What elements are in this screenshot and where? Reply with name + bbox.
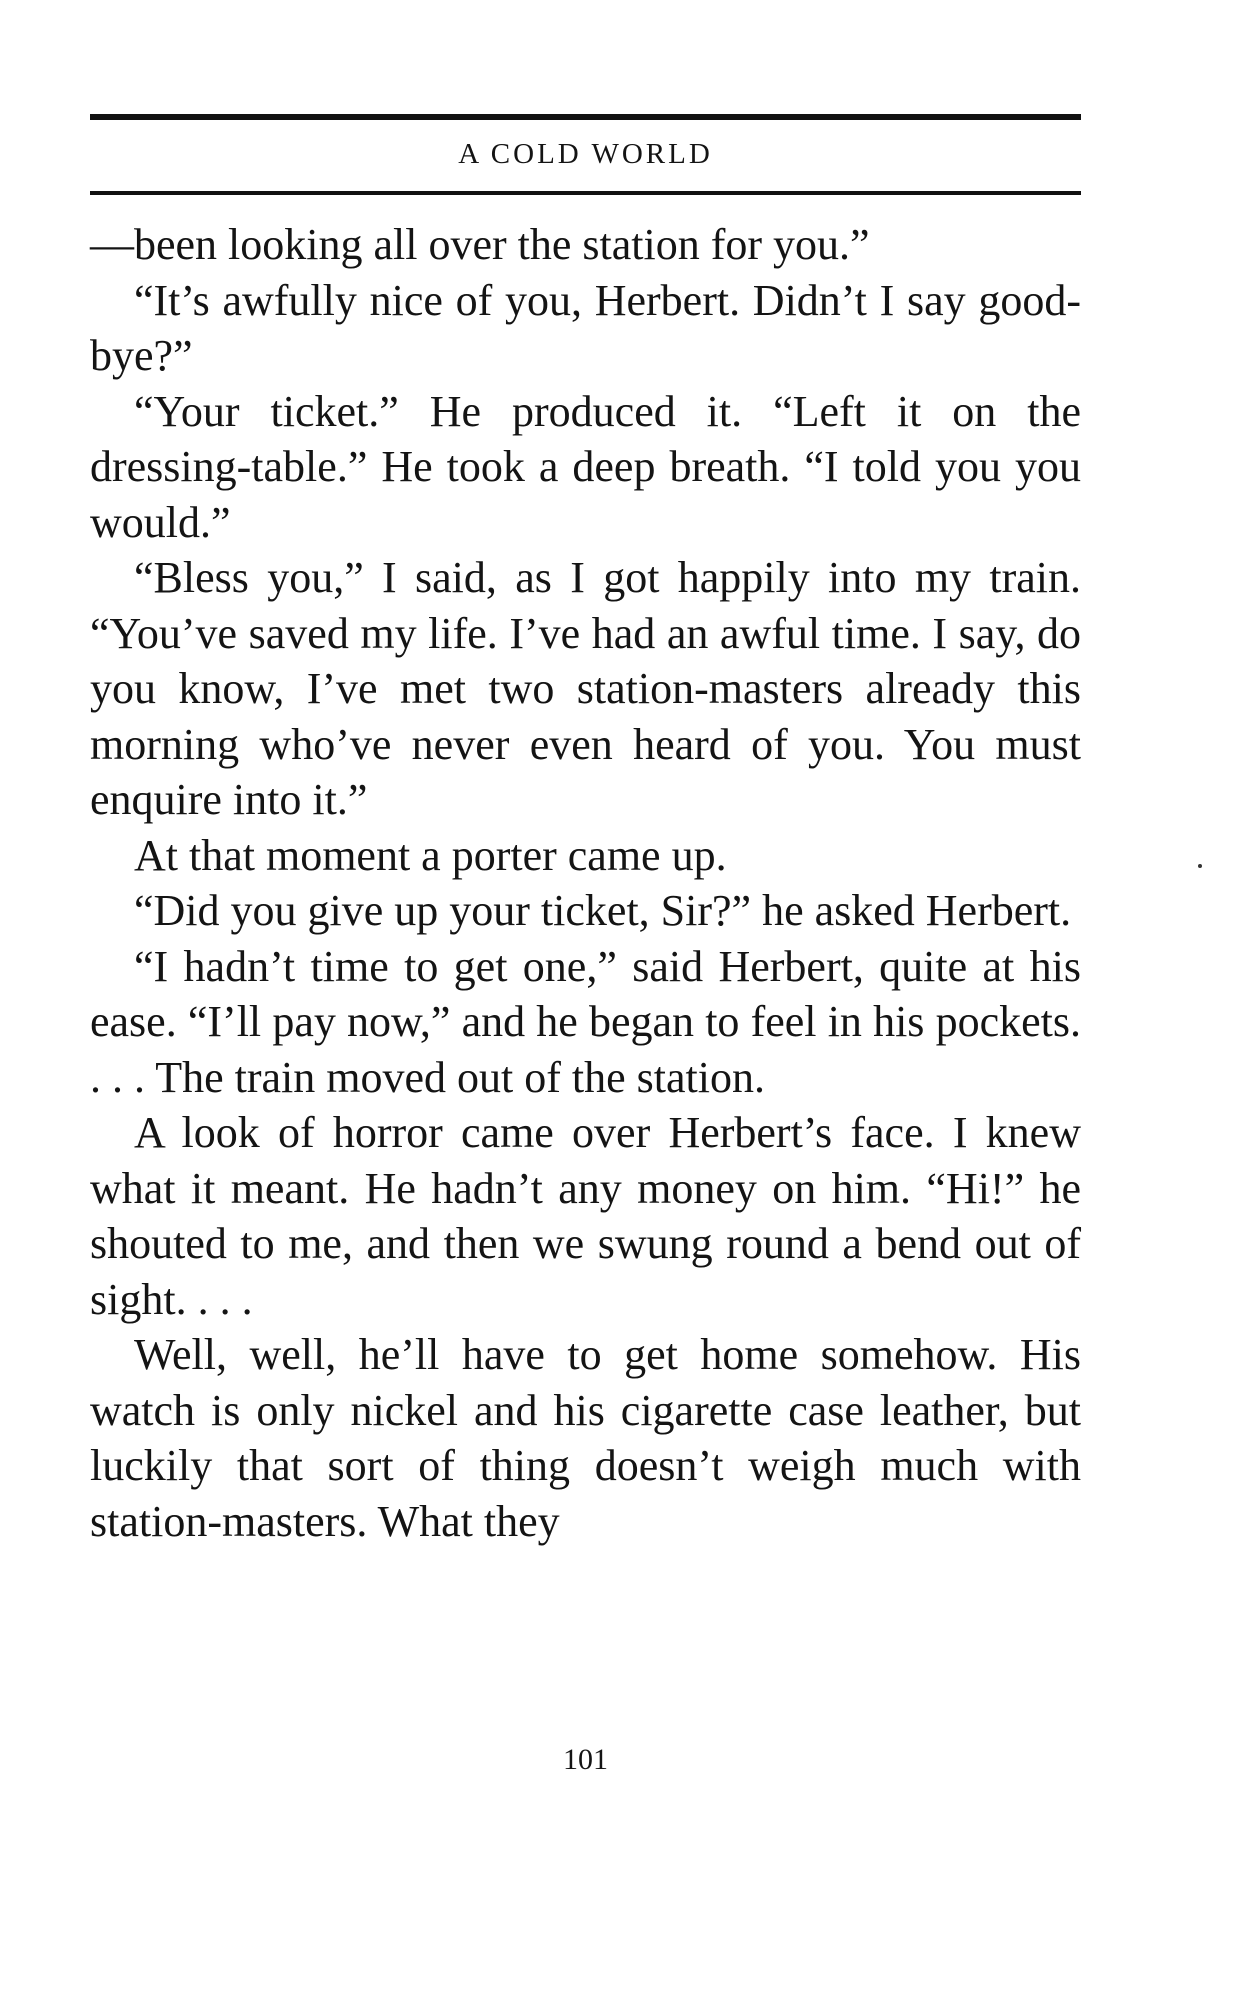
- paragraph: A look of horror came over Herbert’s face. I knew what it meant. He hadn’t any money on him. “Hi!” he shouted to me, and then we swung round a bend out of sight. . . .: [90, 1108, 1081, 1324]
- running-head: A COLD WORLD: [458, 138, 713, 170]
- paragraph: “Did you give up your ticket, Sir?” he asked Herbert.: [134, 886, 1072, 935]
- paragraph: “It’s awfully nice of you, Herbert. Didn’t I say good-bye?”: [90, 275, 1081, 380]
- paragraph: “Your ticket.” He produced it. “Left it on the dressing-table.” He took a deep breath. “I told you you would.”: [90, 386, 1081, 547]
- paragraph: “I hadn’t time to get one,” said Herbert, quite at his ease. “I’ll pay now,” and he began to feel in his pockets. . . . The train moved out of the station.: [90, 941, 1081, 1102]
- header-top-rule: [90, 114, 1081, 120]
- header-bottom-rule: [90, 191, 1081, 195]
- ink-speck: [1198, 864, 1202, 868]
- paragraph: Well, well, he’ll have to get home somehow. His watch is only nickel and his cigarette case leather, but luckily that sort of thing doesn’t weigh much with station-masters. What they: [90, 1330, 1081, 1546]
- paragraph: At that moment a porter came up.: [134, 830, 727, 880]
- page-number: 101: [563, 1743, 608, 1776]
- paragraph: “Bless you,” I said, as I got happily into my train. “You’ve saved my life. I’ve had an awful time. I say, do you know, I’ve met two station-masters already this morning who’ve never even heard of you. You must enquire into it.”: [90, 553, 1081, 824]
- body-text: [90, 217, 1081, 1549]
- paragraph-continuation: —been looking all over the station for you.”: [90, 220, 870, 269]
